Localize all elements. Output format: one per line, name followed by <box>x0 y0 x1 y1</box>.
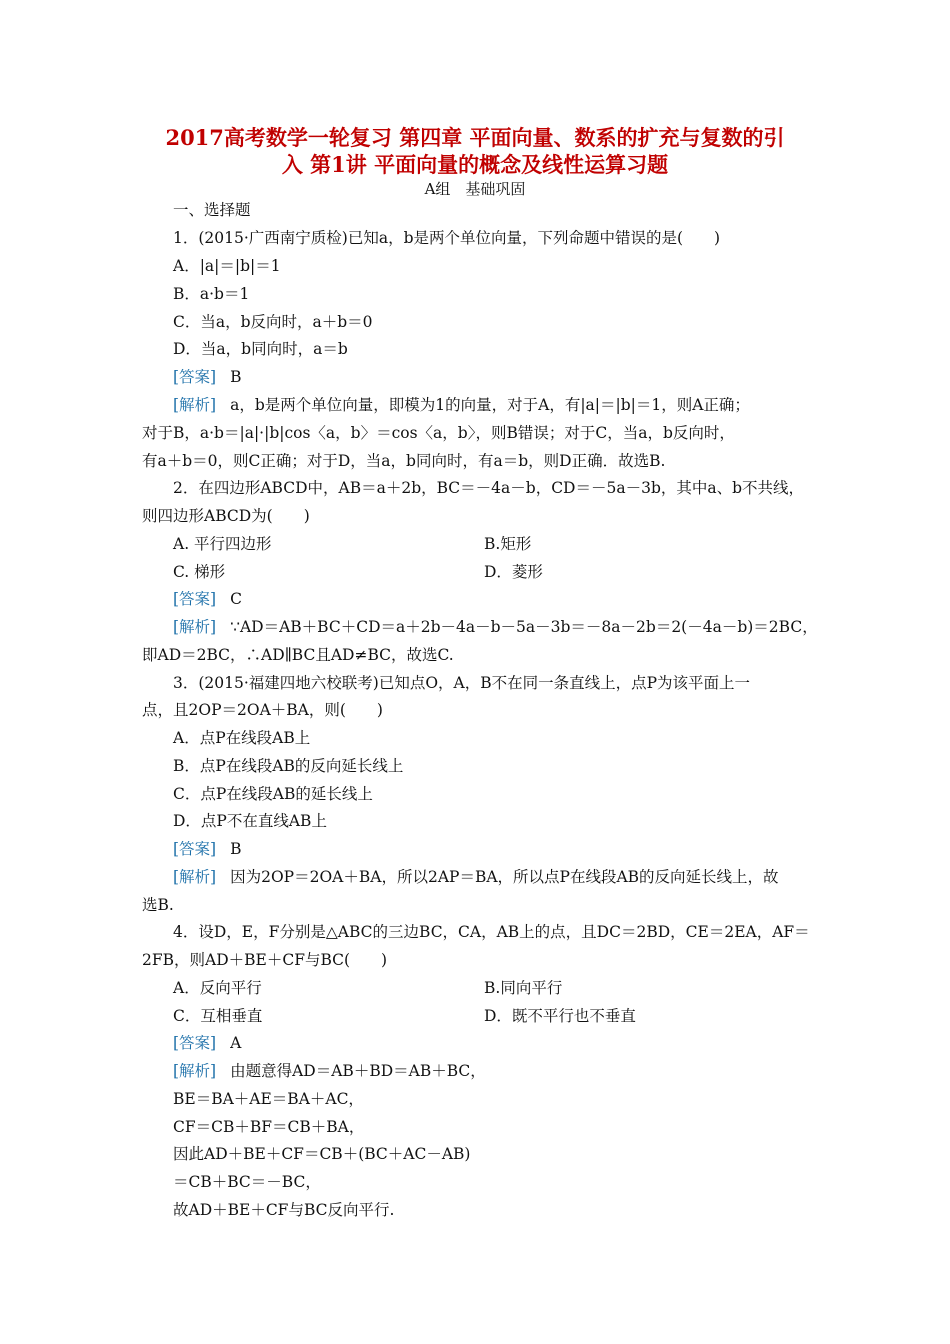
title-line-1: 2017高考数学一轮复习 第四章 平面向量、数系的扩充与复数的引 <box>165 125 785 150</box>
q2-option-a: A. 平行四边形 <box>173 535 272 553</box>
q4-analysis-6: 故AD＋BE＋CF与BC反向平行. <box>173 1201 395 1219</box>
q1-analysis-2: 对于B，a·b＝|a|·|b|cos〈a，b〉＝cos〈a，b〉，则B错误；对于C，当a，b反向时， <box>142 424 735 442</box>
title-line-2: 入 第1讲 平面向量的概念及线性运算习题 <box>281 152 669 177</box>
q4-answer: A <box>230 1034 242 1052</box>
section-heading: 一、选择题 <box>173 201 251 219</box>
q1-option-c: C．当a，b反向时，a＋b＝0 <box>173 313 373 331</box>
q4-answer-line <box>173 1031 241 1053</box>
q2-stem-1: 2．在四边形ABCD中，AB＝a＋2b，BC＝－4a－b，CD＝－5a－3b，其中a、b不共线， <box>173 479 805 497</box>
q3-option-c: C．点P在线段AB的延长线上 <box>173 785 373 803</box>
q2-analysis-2: 即AD＝2BC，∴AD∥BC且AD≠BC，故选C. <box>142 646 454 664</box>
q4-stem-1: 4．设D，E，F分别是△ABC的三边BC，CA，AB上的点，且DC＝2BD，CE＝2EA，AF＝ <box>173 923 810 941</box>
q4-analysis-1: 由题意得AD＝AB＋BD＝AB＋BC， <box>230 1062 486 1080</box>
q4-analysis-2: BE＝BA＋AE＝BA＋AC， <box>173 1090 364 1108</box>
answer-tag: [答案] <box>173 840 217 858</box>
q4-option-c: C．互相垂直 <box>173 1007 263 1025</box>
q1-analysis-line-1 <box>173 393 750 415</box>
group-subtitle: A组 基础巩固 <box>424 180 526 198</box>
q2-answer-line <box>173 587 242 609</box>
q2-analysis-1: ∵AD＝AB＋BC＋CD＝a＋2b－4a－b－5a－3b＝－8a－2b＝2(－4a－b)＝2BC， <box>230 618 818 636</box>
q1-stem: 1．(2015·广西南宁质检)已知a，b是两个单位向量，下列命题中错误的是( ) <box>173 229 721 247</box>
q3-analysis-1: 因为2OP＝2OA＋BA，所以2AP＝BA，所以点P在线段AB的反向延长线上，故 <box>230 868 779 886</box>
q1-answer-line <box>173 365 242 387</box>
q1-analysis-3: 有a＋b＝0，则C正确；对于D，当a，b同向时，有a＝b，则D正确．故选B. <box>142 452 666 470</box>
q2-option-b: B.矩形 <box>484 535 532 553</box>
q4-option-d: D．既不平行也不垂直 <box>484 1007 636 1025</box>
q2-option-d: D．菱形 <box>484 563 543 581</box>
q3-analysis-2: 选B. <box>142 896 174 914</box>
analysis-tag: [解析] <box>173 1062 217 1080</box>
q3-stem-2: 点，且2OP＝2OA＋BA，则( ) <box>142 701 383 719</box>
q1-option-d: D．当a，b同向时，a＝b <box>173 340 348 358</box>
q2-analysis-line-1 <box>173 615 818 637</box>
q4-option-a: A．反向平行 <box>173 979 262 997</box>
answer-tag: [答案] <box>173 1034 217 1052</box>
q3-analysis-line-1 <box>173 865 779 887</box>
analysis-tag: [解析] <box>173 396 217 414</box>
q4-analysis-3: CF＝CB＋BF＝CB＋BA， <box>173 1118 365 1136</box>
q2-answer: C <box>230 590 242 608</box>
q3-option-d: D．点P不在直线AB上 <box>173 812 327 830</box>
q4-analysis-line-1 <box>173 1059 486 1081</box>
q1-answer: B <box>230 368 242 386</box>
answer-tag: [答案] <box>173 590 217 608</box>
q2-stem-2: 则四边形ABCD为( ) <box>142 507 310 525</box>
analysis-tag: [解析] <box>173 618 217 636</box>
q3-answer-line <box>173 837 242 859</box>
q1-option-a: A．|a|＝|b|＝1 <box>173 257 281 275</box>
q3-stem-1: 3．(2015·福建四地六校联考)已知点O，A，B不在同一条直线上，点P为该平面上一 <box>173 674 751 692</box>
answer-tag: [答案] <box>173 368 217 386</box>
q4-option-b: B.同向平行 <box>484 979 563 997</box>
q4-analysis-4: 因此AD＋BE＋CF＝CB＋(BC＋AC－AB) <box>173 1145 471 1163</box>
q4-stem-2: 2FB，则AD＋BE＋CF与BC( ) <box>142 951 388 969</box>
q3-answer: B <box>230 840 242 858</box>
q3-option-b: B．点P在线段AB的反向延长线上 <box>173 757 404 775</box>
q4-analysis-5: ＝CB＋BC＝－BC， <box>173 1173 321 1191</box>
q1-option-b: B．a·b＝1 <box>173 285 250 303</box>
q3-option-a: A．点P在线段AB上 <box>173 729 311 747</box>
q1-analysis-1: a，b是两个单位向量，即模为1的向量，对于A，有|a|＝|b|＝1，则A正确； <box>230 396 750 414</box>
q2-option-c: C. 梯形 <box>173 563 226 581</box>
analysis-tag: [解析] <box>173 868 217 886</box>
